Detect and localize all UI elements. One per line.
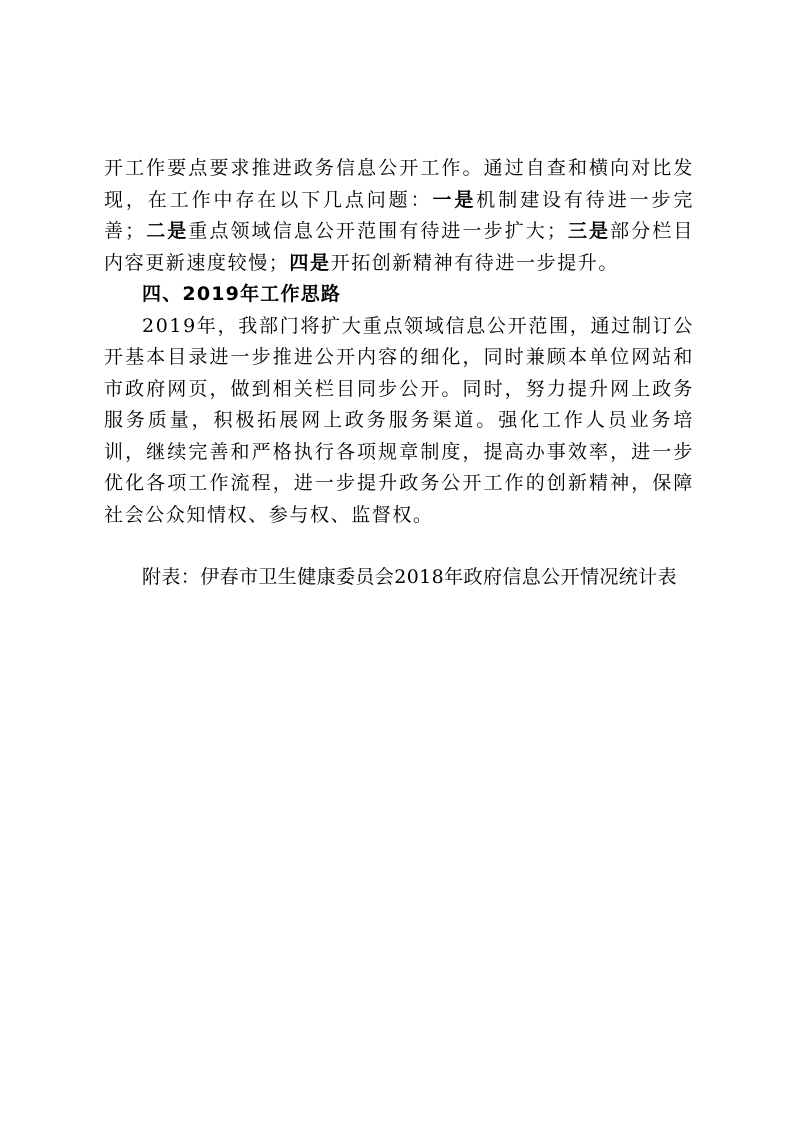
problem-4-text: 开拓创新精神有待进一步提升。 — [330, 251, 620, 274]
document-body — [104, 153, 694, 594]
section-4-body: 2019年，我部门将扩大重点领域信息公开范围，通过制订公开基本目录进一步推进公开内容的细化，同时兼顾本单位网站和市政府网页，做到相关栏目同步公开。同时，努力提升网上政务服务质量，积极拓展网上政务服务渠道。强化工作人员业务培训，继续完善和严格执行各项规章制度，提高办事效率，进一步优化各项工作流程，进一步提升政务公开工作的创新精神，保障社会公众知情权、参与权、监督权。 — [104, 314, 694, 526]
problem-1-text: 机制建设有待进一步完善； — [104, 188, 694, 242]
problem-2-label: 二是 — [145, 220, 189, 242]
problem-3-label: 三是 — [567, 220, 611, 242]
problem-3-text: 部分栏目内容更新速度较慢； — [104, 220, 695, 274]
problems-paragraph — [104, 153, 694, 279]
section-4-heading: 四、2019年工作思路 — [142, 283, 342, 305]
appendix-note: 附表：伊春市卫生健康委员会2018年政府信息公开情况统计表 — [142, 566, 677, 588]
paragraph-spacer — [104, 531, 694, 562]
problem-2-text: 重点领域信息公开范围有待进一步扩大； — [188, 220, 568, 242]
problem-1-label: 一是 — [432, 188, 477, 211]
problems-intro: 开工作要点要求推进政务信息公开工作。通过自查和横向对比发现，在工作中存在以下几点问题： — [104, 157, 694, 211]
problem-4-label: 四是 — [289, 251, 331, 274]
